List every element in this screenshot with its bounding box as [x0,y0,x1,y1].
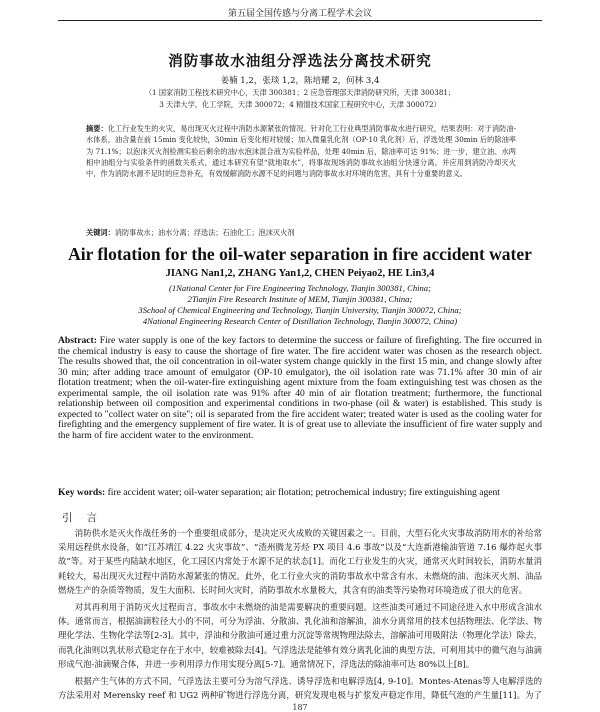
english-affiliation-line: 3School of Chemical Engineering and Technology, Tianjin University, Tianjin 300072, China; [138,305,462,315]
chinese-title: 消防事故水油组分浮选法分离技术研究 [168,54,432,70]
english-keywords-label: Key words: [58,487,106,498]
english-affiliation-line: 2Tianjin Fire Research Institute of MEM, Tianjin 300381, China; [187,294,413,304]
english-title: Air flotation for the oil-water separation in fire accident water [68,244,532,264]
chinese-abstract [86,123,516,179]
english-abstract-text: Fire water supply is one of the key factors to determine the success or failure of firefighting. The fire occurred in the chemical industry is easy to cause the shortage of fire water. The fire accident water was chosen as the research object. The results showed that, the oil concentration in oil-water system change quickly in the first 15 min, and change slowly after 30 min; after adding trace amount of emulgator (OP-10 emulgator), the oil isolation rate was 71.1% after 30 min of air flotation treatment; when the oil-water-fire extinguishing agent mixture from the foam extinguishing test was chosen as the experimental sample, the oil isolation rate was 91% after 40 min of air flotation treatment; furthermore, the functional relationship between oil composition and experimental conditions in two-phase (oil & water) is established. This study is expected to "collect water on site"; oil is separated from the fire accident water; treated water is used as the cooling water for firefighting and the emergency supplement of fire water. It is of great use to alleviate the insufficient of fire water supply and the harm of fire accident water to the environment. [58,335,542,441]
english-abstract [58,336,542,441]
chinese-keywords [86,228,516,238]
english-affiliation-line: (1National Center for Fire Engineering Technology, Tianjin 300381, China; [169,283,431,293]
english-affiliation-line: 4National Engineering Research Center of Distillation Technology, Tianjin 300072, China) [142,316,458,326]
chinese-keywords-text: 消防事故水；油水分离；浮选法；石油化工；泡沫灭火剂 [114,228,295,237]
english-keywords-text: fire accident water; oil-water separation; air flotation; petrochemical industry; fire extinguishing agent [107,487,500,498]
body-paragraph: 根据产生气体的方式不同，气浮选法主要可分为溶气浮选、诱导浮选和电解浮选[4, 9-10]。Montes-Atenas等人电解浮选的方法采用对 Merensky reef 和 UG2 两种矿物进行浮选分离，研究发现电极与扩浆发声稳定作用，降低气泡的产生量[11]。为了 [58,676,542,701]
chinese-affiliation-line: 3 天津大学，化工学院，天津 300072；4 精馏技术国家工程研究中心，天津 300072） [159,100,441,109]
chinese-keywords-label: 关键词： [86,228,115,237]
english-keywords [58,487,542,498]
section-heading-introduction: 引言 [62,512,111,524]
chinese-abstract-label: 摘要： [86,124,108,133]
running-head: 第五届全国传感与分离工程学术会议 [227,9,372,19]
body-paragraph: 对其再利用于消防灭火过程而言，事故水中未燃烧的油是需要解决的重要问题。这些油类可通过不同途径进入水中形成含油水体。通常而言，根据油滴粒径大小的不同，可分为浮油、分散油、乳化油和溶解油，油水分离常用的技术包括物理法、化学法、物理化学法、生物化学法等[2-3]。其中，浮油和分散油可通过重力沉淀等常规物理法除去，溶解油可用吸附法（物理化学法）除去，而乳化油则以乳状形式稳定存在于水中，较难被除去[4]。气浮选法是能够有效分离乳化油的典型方法，可利用其中的微气泡与油滴形成气泡-油滴聚合体，并进一步利用浮力作用实现分离[5-7]。通常情况下，浮选法的除油率可达 80%以上[8]。 [58,602,542,669]
english-authors: JIANG Nan1,2, ZHANG Yan1,2, CHEN Peiyao2, HE Lin3,4 [165,268,435,279]
chinese-abstract-text: 化工行业发生的火灾，易出现灭火过程中消防水源紧张的情况。针对化工行业典型消防事故水进行研究，结果表明：对于消防油-水体系，油含量在前 15min 变化较快，30min 后变化相对较缓；加入微量乳化剂（OP-10 乳化剂）后，浮选处理 30min 后的除油率为 71.1%；以泡沫灭火剂检测实验后剩余的油/水泡沫混合液为实验样品，处理 40min 后，除油率可达 91%；进一步，建立油、水两相中油组分与实验条件的函数关系式，通过本研究有望“就地取水”，将事故现场消防事故水油组分快速分离，并应用到消防冷却灭火中，作为消防水源不足时的应急补充，有效缓解消防水源不足的问题与消防事故水对环境的危害，具有十分重要的意义。 [86,124,516,179]
chinese-affiliation-line: （1 国家消防工程技术研究中心，天津 300381；2 应急管理部天津消防研究所，天津 300381； [144,88,456,97]
chinese-authors: 姜楠 1,2，张琰 1,2，陈培耀 2，何林 3,4 [220,76,380,86]
header-rule [58,20,542,21]
body-paragraph: 消防供水是灭火作战任务的一个重要组成部分，是决定灭火成败的关键因素之一。目前，大型石化火灾事故消防用水的补给常采用远程供水设备，如“江苏靖江 4.22 火灾事故”、“渣州腾龙芳烃 PX 项目 4.6 事故”以及“大连新港输油管道 7.16 爆炸起火事故”等。对于某些内陆缺水地区，化工园区内常处于水源不足的状态[1]。而化工行业发生的火灾，通常灭火时间较长，消防水量消耗较大，易出现灭火过程中消防水源紧张的情况。此外，化工行业火灾的消防事故水中常含有水、未燃烧的油、泡沫灭火剂、油品燃烧生产的杂质等物质，发生大面积、长时间火灾时，消防事故水水量极大，其含有的油类等污染物对环境造成了很大的危害。 [58,528,542,595]
english-abstract-label: Abstract: [58,335,97,346]
page-number: 187 [292,703,308,712]
